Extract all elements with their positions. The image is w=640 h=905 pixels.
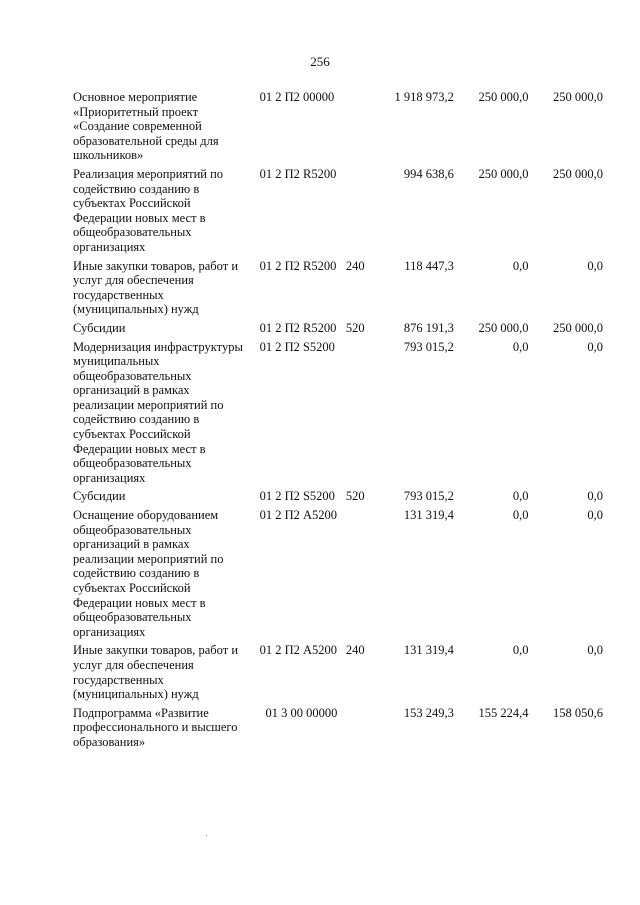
row-value-2: 250 000,0 bbox=[478, 90, 529, 104]
table-row bbox=[73, 167, 603, 255]
table-row bbox=[73, 489, 603, 504]
table-row bbox=[73, 259, 603, 317]
row-code: 01 2 П2 А5200 bbox=[259, 508, 338, 523]
row-name: Субсидии bbox=[73, 320, 126, 335]
row-value-3: 0,0 bbox=[587, 258, 604, 273]
row-value-3: 250 000,0 bbox=[553, 320, 604, 335]
row-value-1: 793 015,2 bbox=[403, 489, 454, 504]
row-value-2: 250 000,0 bbox=[478, 320, 529, 335]
table-row bbox=[73, 643, 603, 701]
table-row bbox=[73, 508, 603, 639]
row-name: Модернизация инфраструктуры муниципальных общеобразовательных организаций в рамках реализации мероприятий по содействию созданию в субъектах Российской Федерации новых мест в общеобразовательных организациях bbox=[73, 339, 243, 485]
row-value-2: 0,0 bbox=[512, 508, 529, 523]
page-number: 256 bbox=[310, 54, 330, 69]
row-code: 01 2 П2 R5200 bbox=[259, 320, 337, 335]
row-value-3: 0,0 bbox=[587, 508, 604, 523]
row-value-2: 155 224,4 bbox=[478, 705, 529, 720]
row-expense-type bbox=[346, 508, 379, 639]
row-value-2: 0,0 bbox=[512, 339, 529, 354]
row-value-1: 994 638,6 bbox=[403, 166, 454, 181]
row-value-1: 793 015,2 bbox=[403, 339, 454, 354]
row-name: Основное мероприятие «Приоритетный проект «Создание современной образовательной среды для школьников» bbox=[73, 90, 219, 163]
row-code: 01 2 П2 S5200 bbox=[259, 489, 335, 504]
row-value-2: 0,0 bbox=[512, 258, 529, 273]
row-code: 01 3 00 00000 bbox=[265, 705, 338, 720]
row-value-3: 0,0 bbox=[587, 643, 604, 658]
row-expense-type: 520 bbox=[345, 320, 365, 335]
row-value-2: 0,0 bbox=[512, 489, 529, 504]
row-value-1: 131 319,4 bbox=[403, 643, 454, 658]
budget-table bbox=[73, 90, 603, 754]
row-name: Субсидии bbox=[73, 489, 126, 504]
row-value-1: 131 319,4 bbox=[403, 508, 454, 523]
row-name: Иные закупки товаров, работ и услуг для обеспечения государственных (муниципальных) нужд bbox=[73, 258, 239, 317]
row-code: 01 2 П2 R5200 bbox=[259, 166, 337, 181]
row-expense-type: 240 bbox=[345, 643, 365, 658]
row-value-1: 153 249,3 bbox=[403, 705, 454, 720]
row-value-2: 250 000,0 bbox=[478, 166, 529, 181]
row-expense-type bbox=[346, 340, 379, 486]
row-value-3: 0,0 bbox=[587, 489, 604, 504]
table-row bbox=[73, 90, 603, 163]
row-name: Оснащение оборудованием общеобразовательных организаций в рамках реализации мероприятий по содействию созданию в субъектах Российской Федерации новых мест в общеобразовательных организациях bbox=[73, 508, 224, 639]
row-value-3: 0,0 bbox=[587, 339, 604, 354]
scan-speck bbox=[206, 835, 207, 836]
row-value-1: 1 918 973,2 bbox=[394, 90, 454, 104]
row-value-3: 158 050,6 bbox=[553, 705, 604, 720]
row-value-2: 0,0 bbox=[512, 643, 529, 658]
row-expense-type: 240 bbox=[345, 258, 365, 273]
table-row bbox=[73, 706, 603, 750]
row-name: Реализация мероприятий по содействию созданию в субъектах Российской Федерации новых мест в общеобразовательных организациях bbox=[73, 166, 224, 254]
row-code: 01 2 П2 S5200 bbox=[259, 339, 335, 354]
row-name: Иные закупки товаров, работ и услуг для обеспечения государственных (муниципальных) нужд bbox=[73, 643, 239, 702]
row-value-3: 250 000,0 bbox=[553, 90, 604, 104]
row-name: Подпрограмма «Развитие профессионального и высшего образования» bbox=[73, 705, 238, 749]
row-expense-type bbox=[346, 706, 379, 750]
table-row bbox=[73, 340, 603, 486]
row-code: 01 2 П2 А5200 bbox=[259, 643, 338, 658]
row-expense-type bbox=[346, 167, 379, 255]
row-value-3: 250 000,0 bbox=[553, 166, 604, 181]
row-code: 01 2 П2 00000 bbox=[259, 90, 335, 104]
row-value-1: 118 447,3 bbox=[404, 258, 454, 273]
row-expense-type bbox=[346, 90, 379, 163]
row-code: 01 2 П2 R5200 bbox=[259, 258, 337, 273]
table-row bbox=[73, 321, 603, 336]
row-value-1: 876 191,3 bbox=[403, 320, 454, 335]
row-expense-type: 520 bbox=[345, 489, 365, 504]
